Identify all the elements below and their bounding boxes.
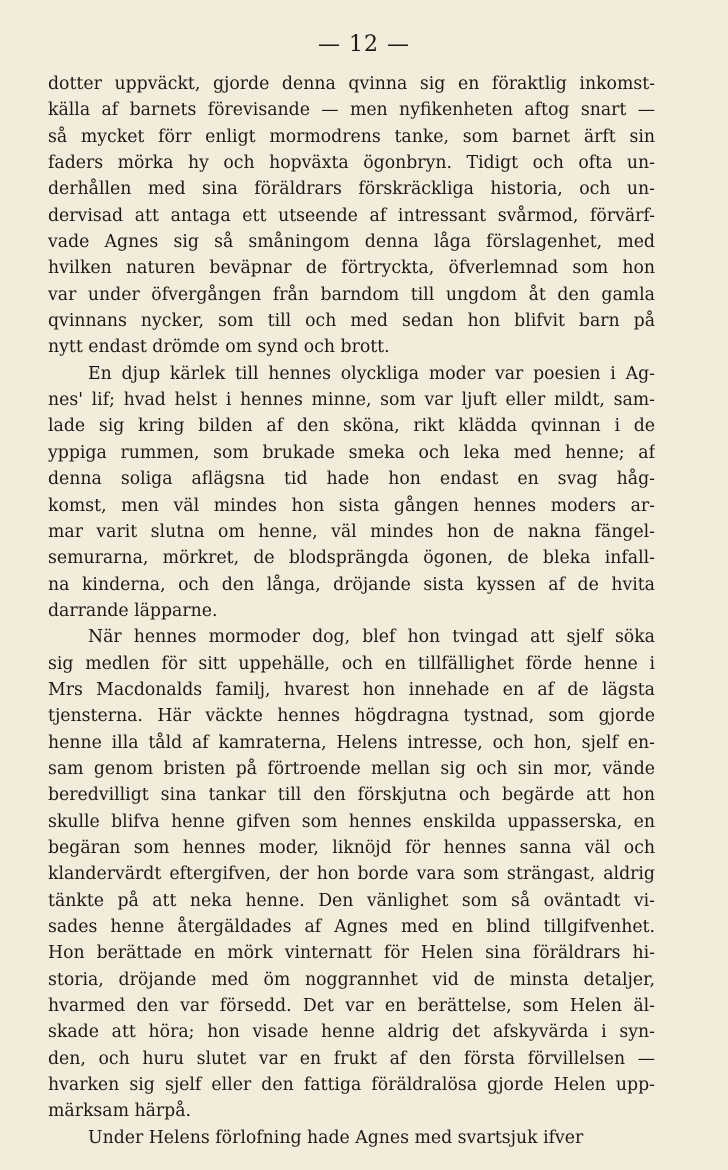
paragraph-end-line: darrande läpparne. xyxy=(48,600,218,621)
text-line: skade att höra; hon visade henne aldrig det afskyvärda i syn- xyxy=(48,1022,655,1043)
text-line: sig medlen för sitt uppehälle, och en tillfällighet förde henne i xyxy=(48,653,655,674)
text-line: hvarmed den var försedd. Det var en berättelse, som Helen äl- xyxy=(48,996,655,1017)
paragraph-end-line: nytt endast drömde om synd och brott. xyxy=(48,337,390,358)
text-line: faders mörka hy och hopväxta ögonbryn. Tidigt och ofta un- xyxy=(48,153,655,174)
paragraph-start-line: Under Helens förlofning hade Agnes med svartsjuk ifver xyxy=(88,1127,584,1148)
paragraph-start-line: När hennes mormoder dog, blef hon tvingad att sjelf söka xyxy=(88,627,655,648)
text-line: henne illa tåld af kamraterna, Helens intresse, och hon, sjelf en- xyxy=(48,732,655,753)
text-line: vade Agnes sig så småningom denna låga förslagenhet, med xyxy=(48,232,655,253)
text-line: Hon berättade en mörk vinternatt för Helen sina föräldrars hi- xyxy=(48,943,655,964)
text-line: sades henne återgäldades af Agnes med en blind tillgifvenhet. xyxy=(48,917,655,937)
paragraph-end-line: märksam härpå. xyxy=(48,1101,192,1122)
text-line: na kinderna, och den långa, dröjande sista kyssen af de hvita xyxy=(48,574,655,595)
body-text xyxy=(48,71,655,1151)
text-line: qvinnans nycker, som till och med sedan hon blifvit barn på xyxy=(48,311,655,332)
text-line: tjensterna. Här väckte hennes högdragna tystnad, som gjorde xyxy=(48,706,655,727)
text-line: yppiga rummen, som brukade smeka och leka med henne; af xyxy=(48,442,655,463)
text-line: semurarna, mörkret, de blodsprängda ögonen, de bleka infall- xyxy=(48,548,655,569)
text-line: Mrs Macdonalds familj, hvarest hon innehade en af de lägsta xyxy=(48,679,655,700)
text-line: lade sig kring bilden af den sköna, rikt klädda qvinnan i de xyxy=(48,416,655,437)
text-line: beredvilligt sina tankar till den förskjutna och begärde att hon xyxy=(48,785,655,806)
text-line: skulle blifva henne gifven som hennes enskilda uppasserska, en xyxy=(48,811,655,832)
text-line: hvilken naturen beväpnar de förtryckta, öfverlemnad som hon xyxy=(48,258,655,279)
text-line: den, och huru slutet var en frukt af den första förvillelsen — xyxy=(48,1048,655,1069)
text-line: storia, dröjande med öm noggrannhet vid de minsta detaljer, xyxy=(48,969,655,990)
text-line: mar varit slutna om henne, väl mindes hon de nakna fängel- xyxy=(48,521,655,542)
page-number: — 12 — xyxy=(318,32,410,57)
paragraph-start-line: En djup kärlek till hennes olyckliga moder var poesien i Ag- xyxy=(88,363,655,384)
text-line: sam genom bristen på förtroende mellan sig och sin mor, vände xyxy=(48,758,655,779)
text-line: denna soliga aflägsna tid hade hon endast en svag håg- xyxy=(48,469,655,490)
text-line: begäran som hennes moder, liknöjd för hennes sanna väl och xyxy=(48,837,655,858)
text-line: var under öfvergången från barndom till ungdom åt den gamla xyxy=(48,284,655,305)
text-line: dervisad att antaga ett utseende af intressant svårmod, förvärf- xyxy=(48,205,655,226)
text-line: hvarken sig sjelf eller den fattiga föräldralösa gjorde Helen upp- xyxy=(48,1075,655,1096)
text-line: komst, men väl mindes hon sista gången hennes moders ar- xyxy=(48,495,655,516)
text-line: klandervärdt eftergifven, der hon borde vara som strängast, aldrig xyxy=(48,864,655,885)
text-line: derhållen med sina föräldrars förskräckliga historia, och un- xyxy=(48,179,655,200)
text-line: tänkte på att neka henne. Den vänlighet som så oväntadt vi- xyxy=(48,890,655,911)
text-line: så mycket förr enligt mormodrens tanke, som barnet ärft sin xyxy=(48,126,655,147)
text-line: nes' lif; hvad helst i hennes minne, som var ljuft eller mildt, sam- xyxy=(48,390,655,411)
text-line: källa af barnets förevisande — men nyfikenheten aftog snart — xyxy=(48,100,655,121)
text-line: dotter uppväckt, gjorde denna qvinna sig en föraktlig inkomst- xyxy=(48,74,655,94)
